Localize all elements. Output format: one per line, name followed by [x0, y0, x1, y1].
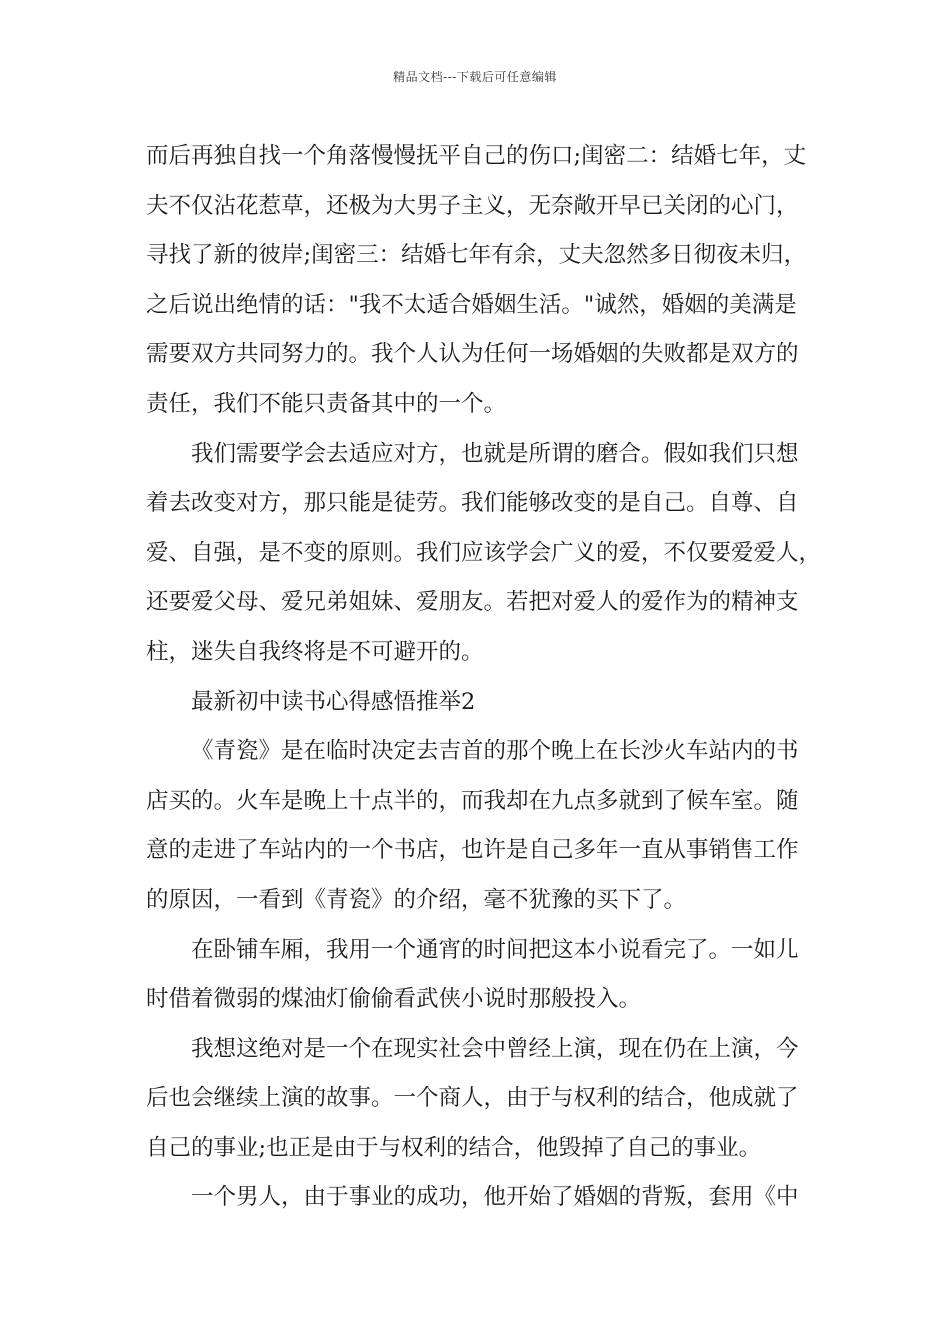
text-line: 店买的。火车是晚上十点半的，而我却在九点多就到了候车室。随 — [146, 787, 799, 814]
text-line: 之后说出绝情的话："我不太适合婚姻生活。"诚然，婚姻的美满是 — [146, 291, 797, 318]
paragraph-start-line: 我想这绝对是一个在现实社会中曾经上演，现在仍在上演，今 — [191, 1035, 799, 1062]
paragraph-start-line: 《青瓷》是在临时决定去吉首的那个晚上在长沙火车站内的书 — [191, 738, 799, 765]
text-line: 需要双方共同努力的。我个人认为任何一场婚姻的失败都是双方的 — [146, 341, 799, 368]
text-line: 责任，我们不能只责备其中的一个。 — [146, 390, 507, 417]
text-line: 而后再独自找一个角落慢慢抚平自己的伤口;闺密二：结婚七年，丈 — [146, 143, 807, 169]
text-line: 的原因，一看到《青瓷》的介绍，毫不犹豫的买下了。 — [146, 886, 687, 913]
text-line: 寻找了新的彼岸;闺密三：结婚七年有余，丈夫忽然多日彻夜未归， — [146, 242, 807, 269]
text-line: 后也会继续上演的故事。一个商人，由于与权利的结合，他成就了 — [146, 1085, 799, 1112]
text-line: 还要爱父母、爱兄弟姐妹、爱朋友。若把对爱人的爱作为的精神支 — [146, 589, 799, 616]
section-heading: 最新初中读书心得感悟推举2 — [191, 688, 476, 715]
text-line: 柱，迷失自我终将是不可避开的。 — [146, 638, 484, 665]
paragraph-start-line: 一个男人，由于事业的成功，他开始了婚姻的背叛，套用《中 — [191, 1184, 799, 1211]
text-line: 夫不仅沾花惹草，还极为大男子主义，无奈敞开早已关闭的心门， — [146, 192, 799, 219]
text-line: 意的走进了车站内的一个书店，也许是自己多年一直从事销售工作 — [146, 837, 799, 864]
text-line: 自己的事业;也正是由于与权利的结合，他毁掉了自己的事业。 — [146, 1134, 762, 1161]
paragraph-start-line: 在卧铺车厢，我用一个通宵的时间把这本小说看完了。一如儿 — [191, 936, 799, 963]
page-header: 精品文档---下载后可任意编辑 — [393, 70, 557, 84]
text-line: 爱、自强，是不变的原则。我们应该学会广义的爱，不仅要爱爱人， — [146, 539, 822, 566]
paragraph-start-line: 我们需要学会去适应对方，也就是所谓的磨合。假如我们只想 — [191, 440, 799, 467]
text-line: 时借着微弱的煤油灯偷偷看武侠小说时那般投入。 — [146, 986, 642, 1013]
text-line: 着去改变对方，那只能是徒劳。我们能够改变的是自己。自尊、自 — [146, 490, 799, 517]
document-body — [146, 132, 822, 1223]
